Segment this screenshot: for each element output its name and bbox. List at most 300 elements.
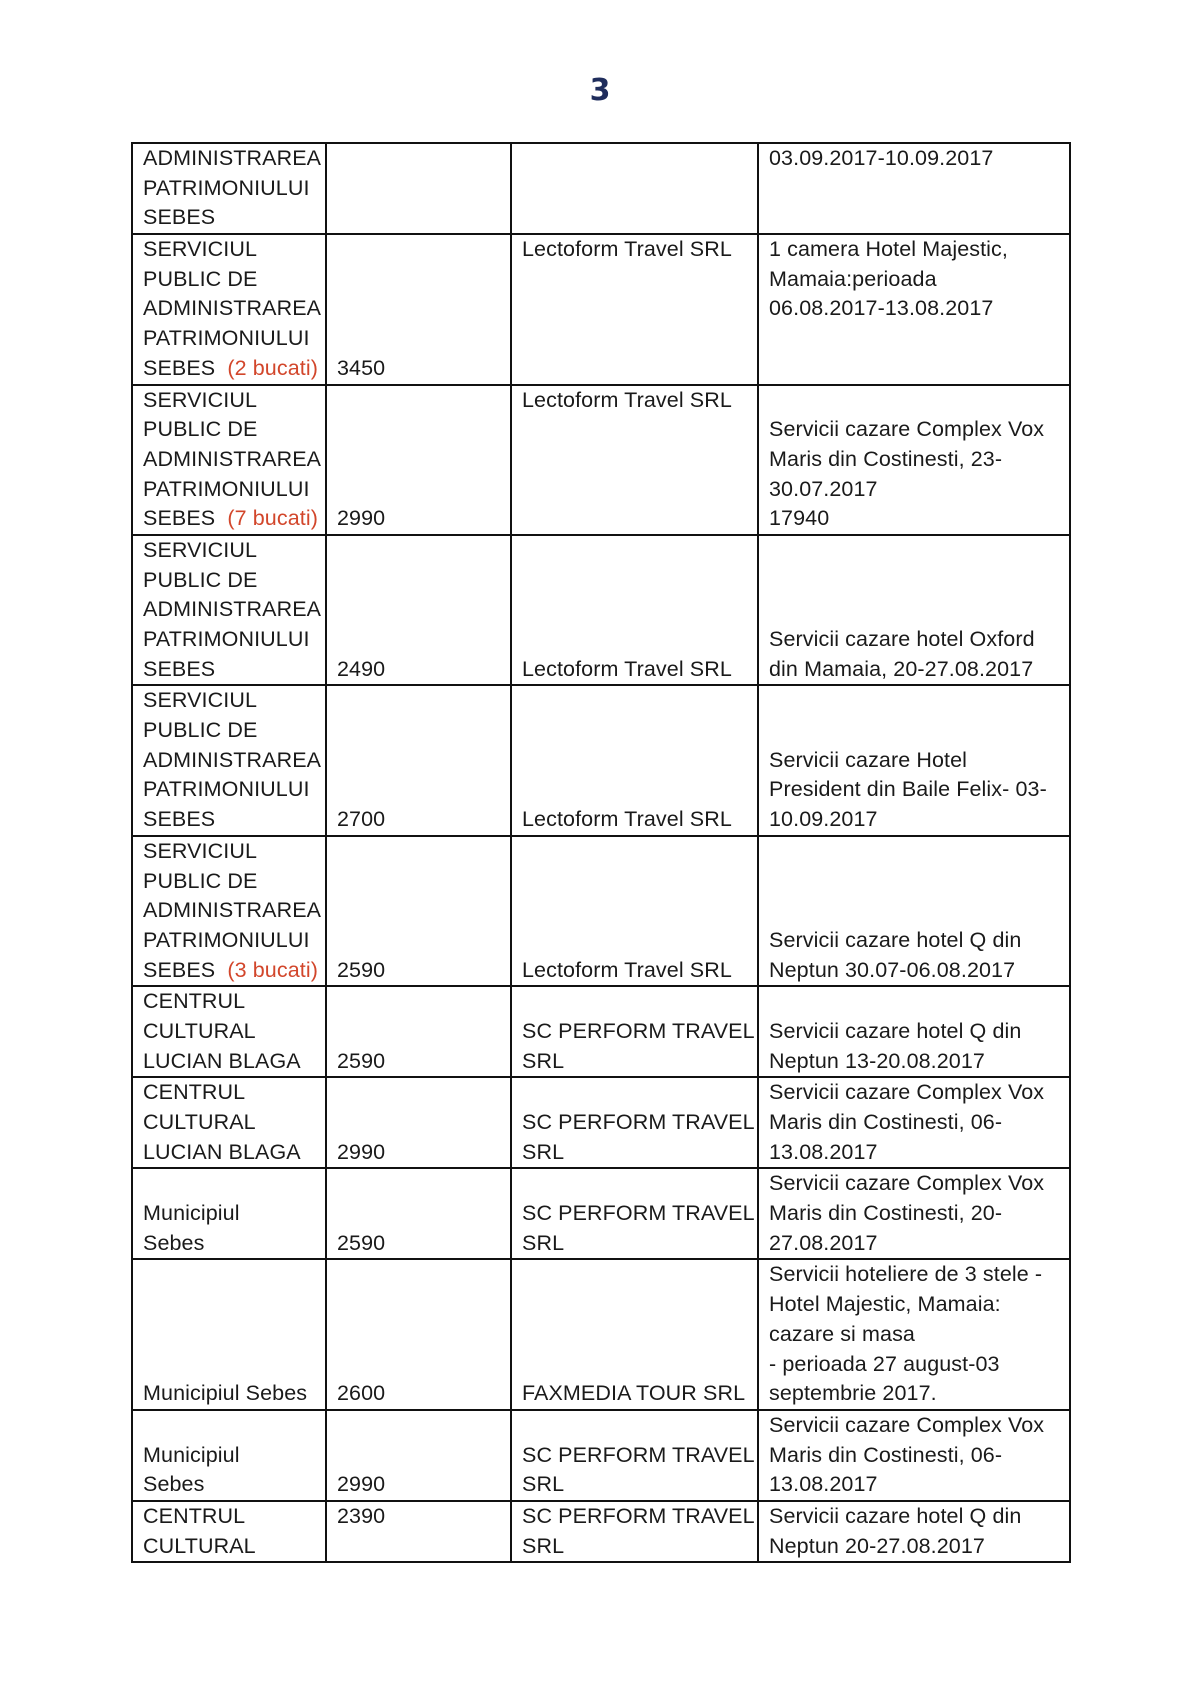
cell-line — [143, 1169, 315, 1199]
cell-line — [522, 415, 747, 445]
cell-line — [143, 1229, 315, 1259]
cell-text: Neptun 30.07-06.08.2017 — [769, 957, 1016, 982]
cell-text: Maris din Costinesti, 06- — [769, 1442, 1003, 1467]
cell-text: Servicii cazare hotel Q din — [769, 1018, 1022, 1043]
cell-line — [769, 1290, 1059, 1320]
institution-cell — [132, 685, 326, 835]
cell-text: Sebes — [143, 1230, 205, 1255]
institution-cell — [132, 535, 326, 685]
cell-text: Hotel Majestic, Mamaia: — [769, 1292, 1001, 1317]
quantity-note: (7 bucati) — [227, 506, 318, 531]
cell-line — [143, 987, 315, 1017]
cell-line — [337, 1229, 500, 1259]
cell-line — [337, 1138, 500, 1168]
description-cell — [758, 1501, 1070, 1562]
cell-text: SC PERFORM TRAVEL — [522, 1442, 755, 1467]
cell-line — [522, 1411, 747, 1441]
cell-text: 2700 — [337, 807, 386, 832]
cell-line — [769, 987, 1059, 1017]
quantity-note: (3 bucati) — [227, 957, 318, 982]
agency-cell — [511, 385, 758, 535]
table-row — [132, 986, 1070, 1077]
cell-line — [337, 686, 500, 716]
cell-text: Servicii cazare hotel Q din — [769, 927, 1022, 952]
cell-text: 13.08.2017 — [769, 1472, 878, 1497]
cell-line — [769, 504, 1059, 534]
cell-text: 2990 — [337, 1472, 386, 1497]
table-row — [132, 234, 1070, 384]
cell-line — [522, 1502, 755, 1532]
table-row — [132, 143, 1070, 234]
cell-line — [522, 1441, 755, 1471]
cell-text: SRL — [522, 1139, 565, 1164]
table-row — [132, 1259, 1070, 1409]
cell-line — [769, 144, 1059, 174]
cell-text: 2590 — [337, 1048, 386, 1073]
cell-text: SERVICIUL — [143, 688, 258, 713]
cell-line — [522, 504, 747, 534]
cell-line — [522, 144, 747, 174]
cell-text: CULTURAL — [143, 1018, 256, 1043]
cell-line — [337, 445, 500, 475]
cell-line — [769, 1441, 1059, 1471]
table-body — [132, 143, 1070, 1562]
cell-text: SRL — [522, 1533, 565, 1558]
cell-line — [337, 1260, 500, 1290]
cell-text: PATRIMONIULUI — [143, 175, 310, 200]
cell-text: 2590 — [337, 1230, 386, 1255]
cell-text: Lectoform Travel SRL — [522, 237, 732, 262]
cell-text: Sebes — [143, 1472, 205, 1497]
cell-line — [522, 926, 747, 956]
cell-line — [143, 324, 315, 354]
table-row — [132, 1077, 1070, 1168]
cell-text: Neptun 13-20.08.2017 — [769, 1048, 985, 1073]
cell-text: Servicii cazare Complex Vox — [769, 417, 1045, 442]
cell-line — [769, 174, 1059, 204]
table-row — [132, 1501, 1070, 1562]
cell-line — [143, 1350, 315, 1380]
cell-line — [769, 716, 1059, 746]
amount-cell — [326, 986, 511, 1077]
cell-text: PUBLIC DE — [143, 417, 258, 442]
cell-line — [143, 1411, 315, 1441]
cell-line — [337, 504, 500, 534]
cell-text: CENTRUL — [143, 989, 246, 1014]
cell-line — [143, 956, 318, 986]
institution-cell — [132, 143, 326, 234]
cell-line — [769, 805, 1059, 835]
description-cell — [758, 1259, 1070, 1409]
cell-text: Municipiul — [143, 1442, 240, 1467]
cell-text: SRL — [522, 1230, 565, 1255]
cell-line — [522, 536, 747, 566]
cell-line — [143, 775, 315, 805]
amount-cell — [326, 535, 511, 685]
cell-text: Servicii cazare Complex Vox — [769, 1412, 1045, 1437]
cell-text: SEBES — [143, 506, 216, 531]
cell-text: Municipiul — [143, 1201, 240, 1226]
cell-line — [143, 1320, 315, 1350]
description-cell — [758, 535, 1070, 685]
agency-cell — [511, 685, 758, 835]
cell-line — [522, 1199, 755, 1229]
cell-text: PATRIMONIULUI — [143, 777, 310, 802]
cell-line — [769, 926, 1059, 956]
cell-line — [143, 716, 315, 746]
cell-text: PUBLIC DE — [143, 567, 258, 592]
cell-line — [769, 1138, 1059, 1168]
cell-line — [337, 805, 500, 835]
cell-text: PATRIMONIULUI — [143, 927, 310, 952]
cell-line — [522, 987, 747, 1017]
cell-line — [522, 956, 747, 986]
cell-line — [337, 144, 500, 174]
cell-text: SERVICIUL — [143, 838, 258, 863]
cell-text: Lectoform Travel SRL — [522, 656, 732, 681]
cell-text: ADMINISTRAREA — [143, 898, 322, 923]
page-number: 3 — [589, 73, 611, 108]
cell-line — [143, 686, 315, 716]
cell-line — [337, 1199, 500, 1229]
cell-line — [337, 294, 500, 324]
cell-line — [143, 746, 322, 776]
cell-line — [522, 805, 747, 835]
cell-text: CULTURAL — [143, 1533, 256, 1558]
cell-line — [337, 1169, 500, 1199]
cell-line — [337, 475, 500, 505]
cell-text: SEBES — [143, 656, 216, 681]
cell-text: 03.09.2017-10.09.2017 — [769, 146, 994, 170]
cell-text: SC PERFORM TRAVEL — [522, 1201, 755, 1226]
cell-line — [522, 1108, 755, 1138]
cell-line — [337, 896, 500, 926]
cell-text: 2490 — [337, 656, 386, 681]
cell-line — [522, 1078, 747, 1108]
cell-line — [337, 1290, 500, 1320]
cell-text: din Mamaia, 20-27.08.2017 — [769, 656, 1034, 681]
cell-line — [143, 265, 315, 295]
cell-line — [337, 354, 500, 384]
agency-cell — [511, 1410, 758, 1501]
cell-line — [522, 716, 747, 746]
cell-line — [522, 265, 747, 295]
table-row — [132, 1410, 1070, 1501]
cell-line — [143, 655, 315, 685]
cell-line — [769, 1411, 1059, 1441]
cell-line — [337, 324, 500, 354]
amount-cell — [326, 1077, 511, 1168]
table-row — [132, 836, 1070, 986]
description-cell — [758, 1168, 1070, 1259]
cell-line — [143, 837, 315, 867]
cell-line — [769, 203, 1059, 233]
cell-text: PUBLIC DE — [143, 266, 258, 291]
amount-cell — [326, 1168, 511, 1259]
cell-line — [143, 203, 315, 233]
cell-text: 30.07.2017 — [769, 476, 878, 501]
cell-text: Maris din Costinesti, 23- — [769, 446, 1003, 471]
cell-text: - perioada 27 august-03 — [769, 1351, 1000, 1376]
cell-line — [337, 775, 500, 805]
amount-cell — [326, 143, 511, 234]
cell-line — [769, 1470, 1059, 1500]
cell-text: Servicii cazare Complex Vox — [769, 1080, 1045, 1105]
cell-line — [522, 1138, 747, 1168]
cell-line — [337, 655, 500, 685]
cell-line — [143, 1260, 315, 1290]
cell-text: 3450 — [337, 355, 386, 380]
amount-cell — [326, 1259, 511, 1409]
cell-line — [143, 1290, 315, 1320]
cell-line — [337, 716, 500, 746]
cell-text: SRL — [522, 1048, 565, 1073]
description-cell — [758, 836, 1070, 986]
cell-line — [337, 837, 500, 867]
cell-line — [337, 265, 500, 295]
table-row — [132, 685, 1070, 835]
agency-cell — [511, 234, 758, 384]
agency-cell — [511, 143, 758, 234]
cell-text: 10.09.2017 — [769, 807, 878, 832]
cell-line — [143, 386, 315, 416]
cell-line — [522, 203, 747, 233]
cell-line — [522, 1017, 755, 1047]
cell-text: 2990 — [337, 1139, 386, 1164]
cell-line — [143, 566, 315, 596]
cell-line — [769, 265, 1059, 295]
cell-line — [769, 445, 1059, 475]
cell-line — [522, 475, 747, 505]
cell-line — [769, 324, 1059, 354]
cell-text: CENTRUL — [143, 1503, 246, 1528]
cell-text: 2590 — [337, 957, 386, 982]
cell-text: cazare si masa — [769, 1321, 915, 1346]
agency-cell — [511, 986, 758, 1077]
cell-line — [522, 386, 747, 416]
cell-line — [143, 1047, 315, 1077]
cell-text: Servicii cazare Hotel — [769, 747, 968, 772]
cell-line — [337, 174, 500, 204]
cell-line — [522, 354, 747, 384]
cell-text: SRL — [522, 1472, 565, 1497]
cell-text: Servicii hoteliere de 3 stele - — [769, 1262, 1043, 1287]
cell-line — [143, 805, 315, 835]
description-cell — [758, 1077, 1070, 1168]
cell-line — [769, 1017, 1059, 1047]
cell-text: LUCIAN BLAGA — [143, 1139, 301, 1164]
cell-line — [337, 1078, 500, 1108]
cell-line — [769, 354, 1059, 384]
cell-line — [337, 1502, 500, 1532]
cell-line — [769, 1260, 1059, 1290]
cell-line — [143, 926, 315, 956]
cell-text: 2600 — [337, 1381, 386, 1406]
cell-text: 2390 — [337, 1503, 386, 1528]
cell-text: 17940 — [769, 506, 830, 531]
cell-line — [769, 1350, 1059, 1380]
cell-line — [522, 655, 747, 685]
cell-text: 2990 — [337, 506, 386, 531]
agency-cell — [511, 836, 758, 986]
institution-cell — [132, 986, 326, 1077]
cell-line — [522, 686, 747, 716]
cell-text: SEBES — [143, 957, 216, 982]
cell-line — [522, 1532, 747, 1562]
description-cell — [758, 986, 1070, 1077]
cell-line — [337, 956, 500, 986]
amount-cell — [326, 1410, 511, 1501]
institution-cell — [132, 234, 326, 384]
cell-text: Lectoform Travel SRL — [522, 387, 732, 412]
cell-text: Lectoform Travel SRL — [522, 807, 732, 832]
cell-text: SERVICIUL — [143, 537, 258, 562]
cell-line — [337, 536, 500, 566]
cell-line — [522, 1260, 747, 1290]
cell-line — [522, 1470, 747, 1500]
amount-cell — [326, 836, 511, 986]
cell-line — [143, 1532, 315, 1562]
cell-line — [769, 1108, 1059, 1138]
cell-text: SEBES — [143, 355, 216, 380]
cell-line — [769, 595, 1059, 625]
cell-line — [337, 625, 500, 655]
cell-line — [522, 746, 747, 776]
cell-line — [769, 686, 1059, 716]
cell-text: ADMINISTRAREA — [143, 296, 322, 321]
cell-line — [337, 746, 500, 776]
cell-line — [337, 1470, 500, 1500]
cell-line — [337, 566, 500, 596]
cell-line — [143, 1199, 315, 1229]
cell-text: ADMINISTRAREA — [143, 146, 322, 170]
cell-text: SC PERFORM TRAVEL — [522, 1018, 755, 1043]
cell-text: Servicii cazare hotel Oxford — [769, 627, 1035, 651]
cell-line — [769, 386, 1059, 416]
cell-line — [337, 926, 500, 956]
cell-text: ADMINISTRAREA — [143, 747, 322, 772]
cell-text: PUBLIC DE — [143, 868, 258, 893]
cell-line — [337, 1047, 500, 1077]
cell-line — [143, 1470, 315, 1500]
cell-text: LUCIAN BLAGA — [143, 1048, 301, 1073]
cell-text: Neptun 20-27.08.2017 — [769, 1533, 985, 1558]
cell-line — [143, 1017, 315, 1047]
cell-text: SERVICIUL — [143, 387, 258, 412]
cell-text: CULTURAL — [143, 1110, 256, 1134]
cell-line — [522, 1290, 747, 1320]
cell-line — [337, 867, 500, 897]
cell-line — [143, 1502, 315, 1532]
cell-line — [522, 1320, 747, 1350]
cell-line — [769, 655, 1059, 685]
cell-line — [337, 1379, 500, 1409]
cell-line — [143, 1379, 315, 1409]
cell-text: Maris din Costinesti, 06- — [769, 1110, 1003, 1134]
cell-line — [337, 987, 500, 1017]
cell-line — [769, 415, 1059, 445]
cell-line — [337, 203, 500, 233]
cell-line — [769, 1199, 1059, 1229]
cell-line — [522, 324, 747, 354]
cell-text: Servicii cazare hotel Q din — [769, 1503, 1022, 1528]
cell-line — [769, 294, 1059, 324]
cell-text: SC PERFORM TRAVEL — [522, 1110, 755, 1134]
institution-cell — [132, 1077, 326, 1168]
institution-cell — [132, 1259, 326, 1409]
cell-text: PATRIMONIULUI — [143, 627, 310, 651]
institution-cell — [132, 1168, 326, 1259]
agency-cell — [511, 1168, 758, 1259]
description-cell — [758, 1410, 1070, 1501]
cell-line — [143, 144, 322, 174]
agency-cell — [511, 1501, 758, 1562]
agency-cell — [511, 1259, 758, 1409]
table-row — [132, 385, 1070, 535]
cell-line — [337, 1017, 500, 1047]
table-row — [132, 535, 1070, 685]
cell-line — [143, 536, 315, 566]
institution-cell — [132, 385, 326, 535]
cell-line — [143, 1441, 315, 1471]
cell-line — [769, 1047, 1059, 1077]
cell-line — [143, 1138, 315, 1168]
cell-text: CENTRUL — [143, 1080, 246, 1105]
table-row — [132, 1168, 1070, 1259]
cell-text: SERVICIUL — [143, 237, 258, 262]
cell-line — [143, 354, 318, 384]
cell-line — [769, 1379, 1059, 1409]
cell-line — [769, 956, 1059, 986]
cell-text: PUBLIC DE — [143, 718, 258, 743]
cell-line — [143, 235, 315, 265]
cell-text: 06.08.2017-13.08.2017 — [769, 296, 994, 321]
cell-line — [337, 1441, 500, 1471]
cell-line — [769, 1169, 1059, 1199]
cell-line — [143, 625, 315, 655]
cell-line — [522, 867, 747, 897]
cell-line — [522, 566, 747, 596]
cell-line — [522, 896, 747, 926]
cell-text: President din Baile Felix- 03- — [769, 777, 1047, 802]
cell-line — [522, 1350, 747, 1380]
amount-cell — [326, 1501, 511, 1562]
cell-line — [769, 1502, 1059, 1532]
cell-line — [143, 867, 315, 897]
cell-text: Mamaia:perioada — [769, 266, 937, 291]
cell-line — [769, 1532, 1059, 1562]
cell-line — [769, 746, 1059, 776]
cell-text: 27.08.2017 — [769, 1230, 878, 1255]
amount-cell — [326, 234, 511, 384]
cell-text: SC PERFORM TRAVEL — [522, 1503, 755, 1528]
cell-line — [337, 595, 500, 625]
amount-cell — [326, 385, 511, 535]
cell-line — [337, 1108, 500, 1138]
cell-line — [522, 1169, 747, 1199]
cell-line — [337, 1532, 500, 1562]
cell-line — [769, 837, 1059, 867]
cell-line — [143, 504, 318, 534]
cell-text: Servicii cazare Complex Vox — [769, 1171, 1045, 1196]
cell-text: PATRIMONIULUI — [143, 326, 310, 351]
description-cell — [758, 143, 1070, 234]
cell-line — [143, 1078, 315, 1108]
cell-line — [769, 1320, 1059, 1350]
cell-line — [337, 386, 500, 416]
cell-text: 13.08.2017 — [769, 1139, 878, 1164]
description-cell — [758, 685, 1070, 835]
